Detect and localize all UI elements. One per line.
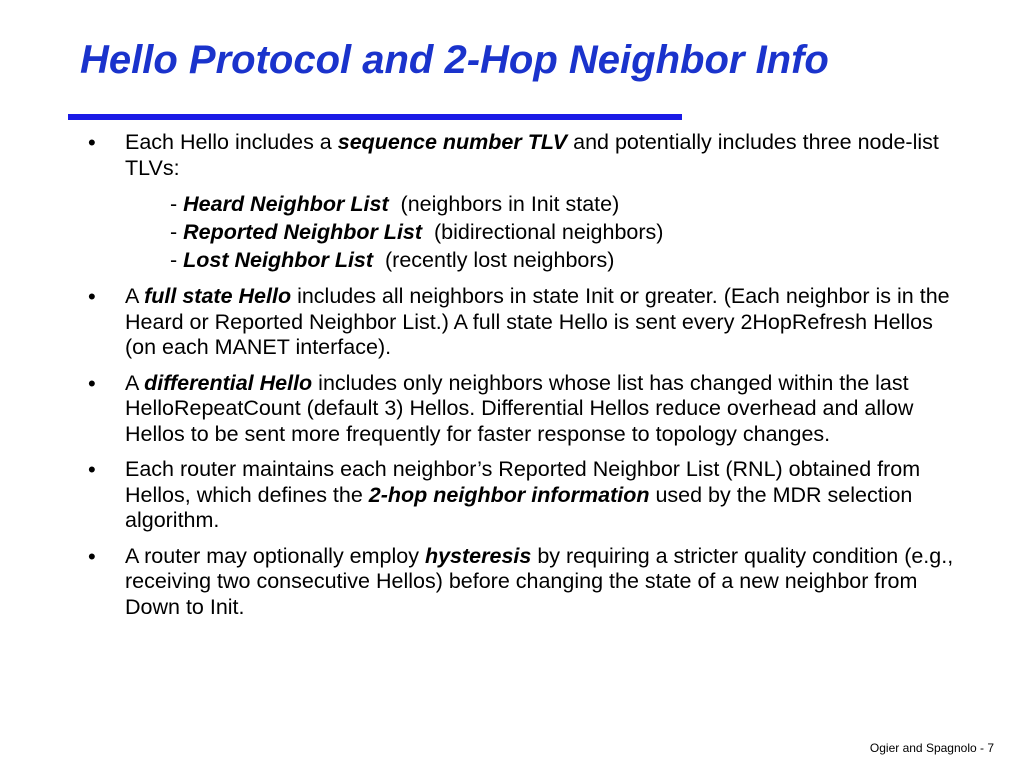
sub-item-lost-neighbor-list	[170, 246, 968, 274]
sub-item-emphasis: Heard Neighbor List	[183, 192, 389, 216]
bullet-item-sequence-number	[88, 130, 968, 274]
slide-footer: Ogier and Spagnolo - 7	[869, 741, 994, 755]
sub-item-heard-neighbor-list	[170, 190, 968, 218]
sub-item-note: (recently lost neighbors)	[373, 248, 615, 272]
bullet-emphasis: differential Hello	[144, 370, 313, 395]
bullet-emphasis: 2-hop neighbor information	[368, 482, 650, 507]
tlv-sub-list	[125, 190, 968, 274]
bullet-item-full-state-hello	[88, 284, 968, 361]
bullet-list	[88, 130, 968, 630]
bullet-text-pre: A	[125, 370, 145, 395]
bullet-text-pre: Each router maintains each neighbor’s Reported Neighbor List (RNL) obtained from Hellos, which defines the	[125, 457, 921, 507]
bullet-text-pre: A	[125, 284, 145, 308]
slide-title: Hello Protocol and 2-Hop Neighbor Info	[80, 38, 829, 82]
bullet-marker: •	[88, 370, 96, 396]
sub-item-dash: -	[170, 192, 184, 216]
bullet-text-post: includes only neighbors whose list has changed within the last HelloRepeatCount (default 3) Hellos. Differential Hellos reduce overhead and allow Hellos to be sent more frequently for faster response to topology changes.	[125, 370, 914, 446]
sub-item-dash: -	[170, 248, 184, 272]
sub-item-note: (neighbors in Init state)	[388, 192, 620, 216]
sub-item-emphasis: Lost Neighbor List	[183, 248, 374, 272]
sub-item-note: (bidirectional neighbors)	[422, 220, 664, 244]
bullet-marker: •	[88, 457, 96, 482]
bullet-marker: •	[88, 130, 96, 155]
bullet-item-hysteresis	[88, 544, 968, 621]
bullet-item-rnl	[88, 457, 968, 534]
bullet-text-post: and potentially includes three node-list TLVs:	[125, 130, 939, 180]
bullet-text-post: includes all neighbors in state Init or greater. (Each neighbor is in the Heard or Reported Neighbor List.) A full state Hello is sent every 2HopRefresh Hellos (on each MANET interface).	[125, 284, 950, 359]
bullet-marker: •	[88, 284, 96, 309]
sub-item-reported-neighbor-list	[170, 218, 968, 246]
bullet-text-post: by requiring a stricter quality condition (e.g., receiving two consecutive Hellos) before changing the state of a new neighbor from Down to Init.	[125, 543, 954, 619]
sub-item-emphasis: Reported Neighbor List	[183, 220, 423, 244]
sub-item-dash: -	[170, 220, 184, 244]
bullet-item-differential-hello	[88, 371, 968, 448]
title-underline	[68, 114, 682, 120]
bullet-emphasis: hysteresis	[424, 543, 532, 568]
bullet-text-pre: Each Hello includes a	[125, 130, 338, 154]
bullet-emphasis: full state Hello	[144, 284, 292, 308]
bullet-emphasis: sequence number TLV	[337, 130, 568, 154]
bullet-text-pre: A router may optionally employ	[125, 543, 425, 568]
bullet-marker: •	[88, 543, 96, 569]
bullet-text-post: used by the MDR selection algorithm.	[125, 482, 913, 532]
